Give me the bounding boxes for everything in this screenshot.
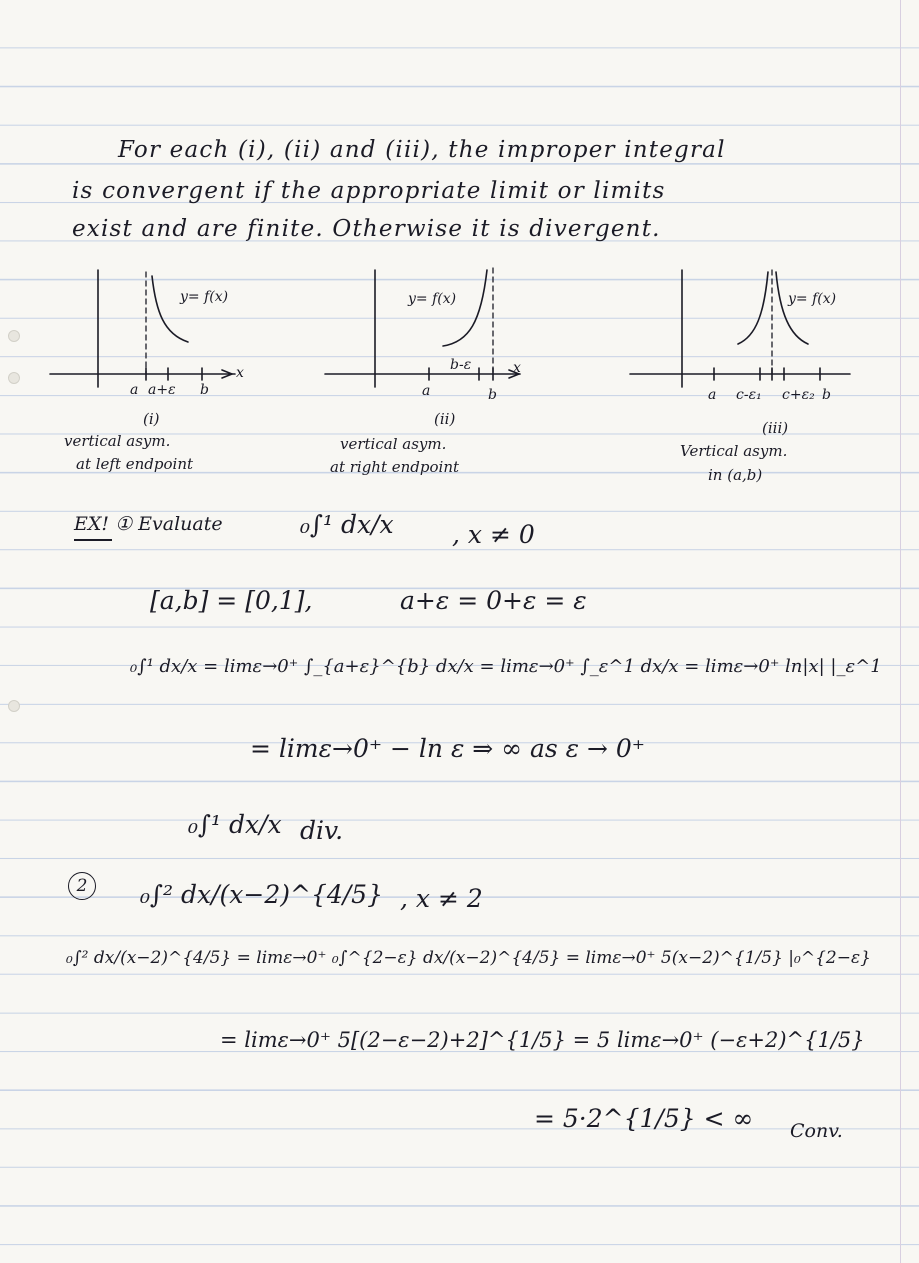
example-1-interval: [a,b] = [0,1], — [150, 586, 313, 615]
graph-ii-roman: (ii) — [434, 410, 456, 428]
example-1-line-2: = limε→0⁺ − ln ε ⇒ ∞ as ε → 0⁺ — [250, 734, 646, 763]
graph-iii-caption-2: in (a,b) — [708, 466, 763, 484]
function-curve — [443, 270, 487, 346]
graph-iii-roman: (iii) — [762, 419, 789, 437]
example-2-integral: ₀∫² dx/(x−2)^{4/5} — [140, 880, 383, 909]
graph-iii-tick-a: a — [708, 387, 717, 403]
graph-iii-caption-1: Vertical asym. — [680, 442, 788, 460]
graph-i-x-label: x — [236, 365, 244, 381]
graph-ii-tick-b: b — [488, 387, 497, 403]
binder-hole — [8, 330, 20, 342]
graph-iii-tick-c-eps2: c+ε₂ — [782, 387, 815, 403]
function-curve-left — [738, 272, 768, 344]
graph-i-tick-b: b — [200, 382, 209, 398]
intro-line-3: exist and are finite. Otherwise it is divergent. — [72, 216, 661, 242]
example-1-result-integral: ₀∫¹ dx/x — [188, 810, 282, 839]
graph-ii-tick-b-eps: b-ε — [450, 357, 472, 373]
binder-hole — [8, 700, 20, 712]
example-1-heading: EX! ① Evaluate — [74, 513, 223, 535]
graph-ii-x-label: x — [513, 360, 521, 376]
binder-hole — [8, 372, 20, 384]
graph-iii-tick-b: b — [822, 387, 831, 403]
graph-i-tick-a-eps: a+ε — [148, 382, 176, 398]
graph-i-caption-2: at left endpoint — [76, 455, 194, 473]
function-curve-right — [776, 272, 808, 344]
graph-ii-caption-1: vertical asym. — [340, 435, 447, 453]
intro-line-1: For each (i), (ii) and (iii), the improper integral — [118, 137, 726, 163]
graph-iii-tick-c-eps1: c-ε₁ — [736, 387, 762, 403]
ex-underline — [74, 539, 112, 541]
example-1-subst: a+ε = 0+ε = ε — [400, 586, 587, 615]
graph-i-fn-label: y= f(x) — [180, 289, 229, 305]
example-2-result: Conv. — [790, 1120, 843, 1142]
example-2-line-3: = 5·2^{1/5} < ∞ — [534, 1104, 754, 1133]
intro-line-2: is convergent if the appropriate limit or limits — [72, 178, 666, 204]
margin-line — [900, 0, 901, 1263]
function-curve — [152, 276, 188, 342]
example-2-number: 2 — [68, 872, 96, 900]
graph-iii-fn-label: y= f(x) — [788, 291, 837, 307]
example-2-line-1: ₀∫² dx/(x−2)^{4/5} = limε→0⁺ ₀∫^{2−ε} dx/(x−2)^{4/5} = limε→0⁺ 5(x−2)^{1/5} |₀^{2−ε} — [66, 948, 871, 968]
example-1-result: div. — [300, 816, 344, 845]
example-2-line-2: = limε→0⁺ 5[(2−ε−2)+2]^{1/5} = 5 limε→0⁺ (−ε+2)^{1/5} — [220, 1028, 865, 1052]
graph-i-roman: (i) — [143, 410, 160, 428]
graph-i-tick-a: a — [130, 382, 139, 398]
graph-ii-fn-label: y= f(x) — [408, 291, 457, 307]
graph-ii-tick-a: a — [422, 383, 431, 399]
graph-ii-caption-2: at right endpoint — [330, 458, 460, 476]
example-1-line-1: ₀∫¹ dx/x = limε→0⁺ ∫_{a+ε}^{b} dx/x = limε→0⁺ ∫_ε^1 dx/x = limε→0⁺ ln|x| |_ε^1 — [130, 656, 882, 677]
graph-i-caption-1: vertical asym. — [64, 432, 171, 450]
example-1-condition: , x ≠ 0 — [452, 520, 535, 549]
example-2-condition: , x ≠ 2 — [400, 884, 483, 913]
example-1-integral: ₀∫¹ dx/x — [300, 510, 394, 539]
